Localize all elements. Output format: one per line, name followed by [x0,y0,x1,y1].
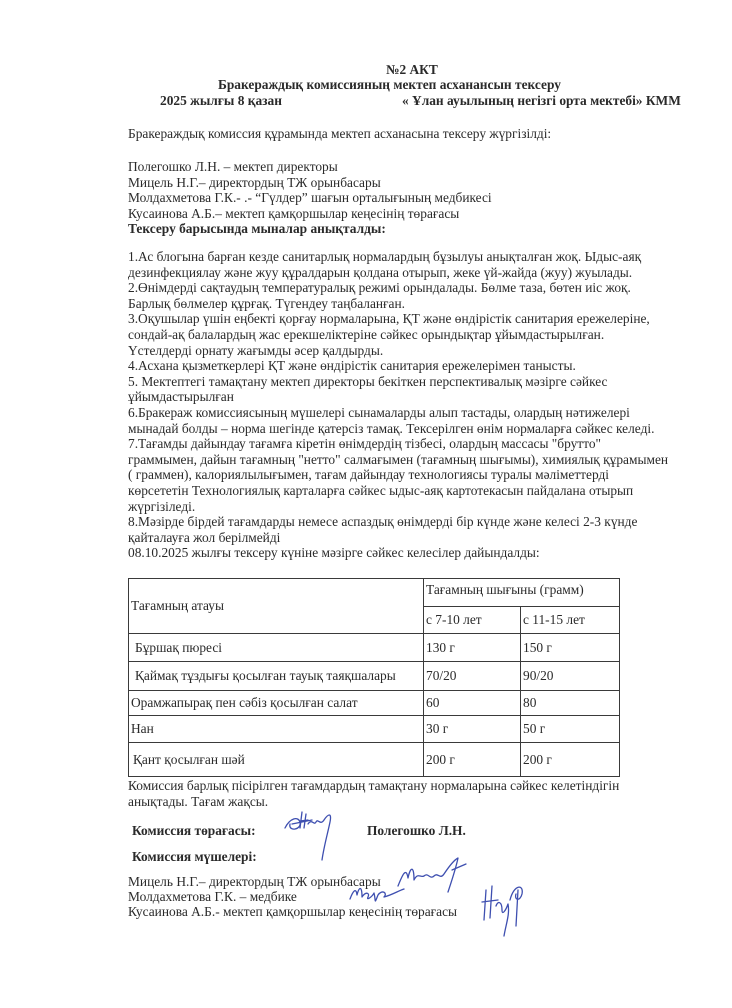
dish-portion-7-10: 130 г [424,634,521,662]
findings-line: 6.Бракераж комиссиясының мүшелері сынамаларды алып тастады, олардың нәтижелері [128,404,630,420]
findings-line: 8.Мәзірде бірдей тағамдарды немесе аспаздық өнімдерді бір күнде және келесі 2-3 күнде [128,514,638,530]
dish-portion-7-10: 70/20 [424,662,521,691]
dish-name: Қант қосылған шәй [129,743,424,777]
member-signature-mitsel [396,856,476,896]
member-signature-moldakhmetova [348,881,408,906]
member-line: Полегошко Л.Н. – мектеп директоры [128,159,338,174]
intro-text: Бракераждық комиссия құрамында мектеп асханасына тексеру жүргізілді: [128,126,552,141]
member-signature-kusainova [480,880,530,940]
findings-line: мынадай болды – норма шегінде қатерсіз тамақ. Тексерілген өнім нормаларға сәйкес келеді. [128,420,655,436]
header-age-7-10: с 7-10 лет [424,607,521,634]
chair-signature [282,808,352,868]
act-number: №2 АКТ [386,62,438,77]
dish-portion-11-15: 200 г [521,743,620,777]
dish-name: Қаймақ тұздығы қосылған тауық таяқшалары [129,662,424,691]
header-age-11-15: с 11-15 лет [521,607,620,634]
findings-line: 4.Асхана қызметкерлері ҚТ және өндірістік санитария ережелерімен танысты. [128,358,576,374]
member-signature-line: Молдахметова Г.К. – медбике [128,889,297,904]
dish-portion-11-15: 80 [521,691,620,716]
members-list [128,159,693,237]
findings-line: 3.Оқушылар үшін еңбекті қорғау нормаларына, ҚТ және өндірістік санитария ережелеріне, [128,311,650,327]
member-line: Кусаинова А.Б.– мектеп қамқоршылар кеңесінің төрағасы [128,205,460,221]
findings-line: ( граммен), калориялылығымен, тағам дайындау технологиясы туралы мәліметтерді [128,467,610,483]
table-row [129,634,620,662]
member-signature-line: Мицель Н.Г.– директордың ТЖ орынбасары [128,874,381,889]
dish-name: Орамжапырақ пен сәбіз қосылған салат [129,691,424,716]
conclusion-line: Комиссия барлық пісірілген тағамдардың тамақтану нормаларына сәйкес келетіндігін [128,778,620,793]
member-signature-line: Кусаинова А.Б.- мектеп қамқоршылар кеңесінің төрағасы [128,904,458,919]
dish-name: Нан [129,716,424,743]
member-line: Мицель Н.Г.– директордың ТЖ орынбасары [128,174,381,190]
member-line: Молдахметова Г.К.- .- “Гүлдер” шағын орталығының медбикесі [128,190,492,206]
findings-line: 7.Тағамды дайындау тағамға кіретін өнімдердің тізбесі, олардың массасы "брутто" [128,436,601,452]
members-label: Комиссия мүшелері: [132,849,257,864]
findings-line: 1.Ас блогына барған кезде санитарлық нормалардың бұзылуы анықталған жоқ. Ыдыс-аяқ [128,249,642,264]
conclusion-line: анықтады. Тағам жақсы. [128,793,269,809]
header-output: Тағамның шығыны (грамм) [424,579,620,607]
menu-table [128,578,620,777]
dish-portion-7-10: 60 [424,691,521,716]
findings-line: 08.10.2025 жылғы тексеру күніне мәзірге сәйкес келесілер дайындалды: [128,545,540,561]
findings-line: ұйымдастырылған [128,389,234,405]
act-subtitle: Бракераждық комиссияның мектеп асханансын тексеру [218,77,561,92]
findings-line: 5. Мектептегі тамақтану мектеп директоры бекіткен перспективалық мәзірге сәйкес [128,373,608,389]
conclusion [128,778,693,809]
table-row [129,716,620,743]
school-name: « Ұлан ауылының негізгі орта мектебі» КММ [402,93,681,108]
header-dish-name: Тағамның атауы [129,579,424,634]
findings-line: Үстелдерді орнату жағымды әсер қалдырды. [128,342,384,358]
dish-portion-11-15: 150 г [521,634,620,662]
findings-list [128,249,693,561]
findings-line: қайталауға жол берілмейді [128,529,281,545]
dish-name: Бұршақ пюресі [129,634,424,662]
findings-line: жүргізіледі. [128,498,196,514]
chair-name: Полегошко Л.Н. [367,823,466,838]
act-date: 2025 жылғы 8 қазан [160,93,282,108]
dish-portion-7-10: 200 г [424,743,521,777]
findings-line: Барлық бөлмелер құрғақ. Түгендеу таңбаланған. [128,295,405,311]
findings-line: граммымен, дайын тағамның "нетто" салмағымен (тағамның шығымы), химиялық құрамымен [128,451,669,467]
chair-label: Комиссия төрағасы: [132,823,256,838]
findings-line: сондай-ақ балалардың жас ерекшеліктеріне сәйкес орындықтар ұйымдастырылған. [128,326,605,342]
findings-line: дезинфекциялау және жуу құралдарын қолдана отырып, жеке үй-жайда (жуу) жуылады. [128,264,633,280]
findings-line: көрсететін Технологиялық карталарға сәйкес ыдыс-аяқ картотекасын пайдалана отырып [128,482,634,498]
table-row [129,691,620,716]
dish-portion-7-10: 30 г [424,716,521,743]
findings-line: 2.Өнімдерді сақтаудың температуралық режимі орындалады. Бөлме таза, бөтен иіс жоқ. [128,280,631,296]
dish-portion-11-15: 90/20 [521,662,620,691]
table-row [129,743,620,777]
dish-portion-11-15: 50 г [521,716,620,743]
table-row [129,662,620,691]
findings-heading: Тексеру барысында мыналар анықталды: [128,221,386,237]
